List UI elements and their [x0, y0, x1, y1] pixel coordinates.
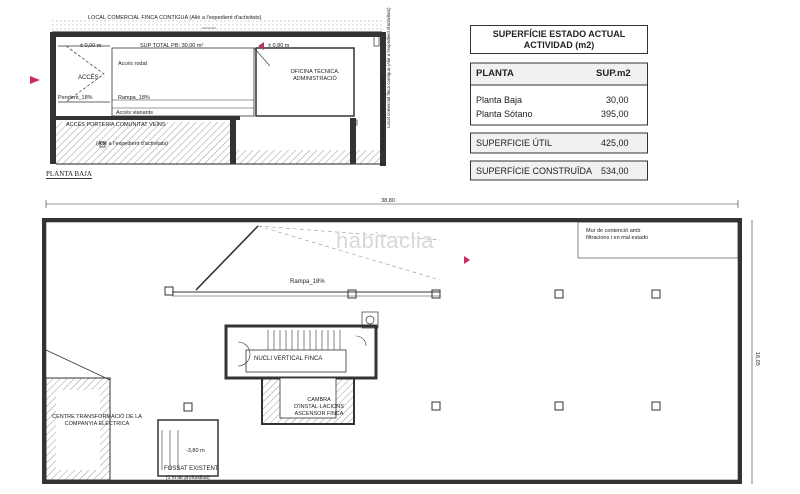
- watermark: habitaclia: [336, 228, 434, 253]
- nucli-label: NUCLI VERTICAL FINCA: [254, 356, 323, 362]
- col-planta: PLANTA: [476, 68, 514, 79]
- level-right: ± 0,80 m: [268, 43, 290, 49]
- ground-floor-plan: [30, 20, 386, 166]
- row-planta-sotano: Planta Sótano: [476, 109, 533, 119]
- adjacent-label: LOCAL COMERCIAL FINCA CONTIGUA (Alié a l'expedient d'activitats): [88, 15, 262, 21]
- table-title-line2: ACTIVIDAD (m2): [523, 40, 595, 50]
- table-title-line1: SUPERFÍCIE ESTADO ACTUAL: [492, 29, 626, 39]
- util-label: SUPERFICIE ÚTIL: [476, 138, 553, 148]
- row-planta-sotano-value: 395,00: [601, 109, 629, 119]
- construida-label: SUPERFÍCIE CONSTRUÏDA: [476, 166, 593, 176]
- svg-text:16,05: 16,05: [754, 352, 760, 366]
- side-note-right: Local comercial finca contigua (Alié a l'expedient d'activitats): [386, 7, 391, 128]
- rampa-ground-label: Rampa_18%: [118, 95, 150, 101]
- wall-note: Mur de contenció amb filtracions i en mal estado: [586, 228, 649, 241]
- level-left: ± 0,00 m: [80, 43, 102, 49]
- fossat-note: (1 m de profunditat): [166, 475, 210, 481]
- acces-label: ACCÉS: [78, 75, 99, 81]
- total-surface: SUP TOTAL PB: 30,00 m²: [140, 43, 204, 49]
- side-note-bottom: Zona aliena a l'expedient d'activitats: [380, 77, 385, 150]
- acces-rodat-label: Accés rodat: [118, 61, 148, 67]
- centre-label: CENTRE TRANSFORMACIÓ DE LA COMPANYIA ELÈCTRICA: [52, 414, 142, 427]
- fossat-level: -3,80 m: [186, 448, 205, 454]
- col-sup: SUP.m2: [596, 68, 631, 79]
- cambra-label: CAMBRA D'INSTAL·LACIONS ASCENSOR FINCA: [294, 397, 344, 417]
- util-value: 425,00: [601, 138, 629, 148]
- porteria-note: (Alié a l'expedient d'activitats): [96, 141, 169, 147]
- fossat-label: FOSSAT EXISTENT: [164, 466, 219, 472]
- plan-title: PLANTA BAJA: [46, 170, 92, 178]
- acces-vianants-label: Accés vianants: [116, 110, 153, 116]
- svg-text:38,80: 38,80: [381, 198, 395, 204]
- porteria-label: ACCÉS PORTERIA COMUNITAT VEÏNS: [66, 122, 166, 128]
- rampa-basement-label: Rampa_18%: [290, 279, 325, 285]
- row-planta-baja-value: 30,00: [606, 95, 629, 105]
- office-label: OFICINA TÈCNICA, ADMINISTRACIÓ: [290, 69, 340, 82]
- surface-table: [470, 25, 648, 181]
- row-planta-baja: Planta Baja: [476, 95, 523, 105]
- construida-value: 534,00: [601, 166, 629, 176]
- pendent-label: Pendent_18%: [58, 95, 93, 101]
